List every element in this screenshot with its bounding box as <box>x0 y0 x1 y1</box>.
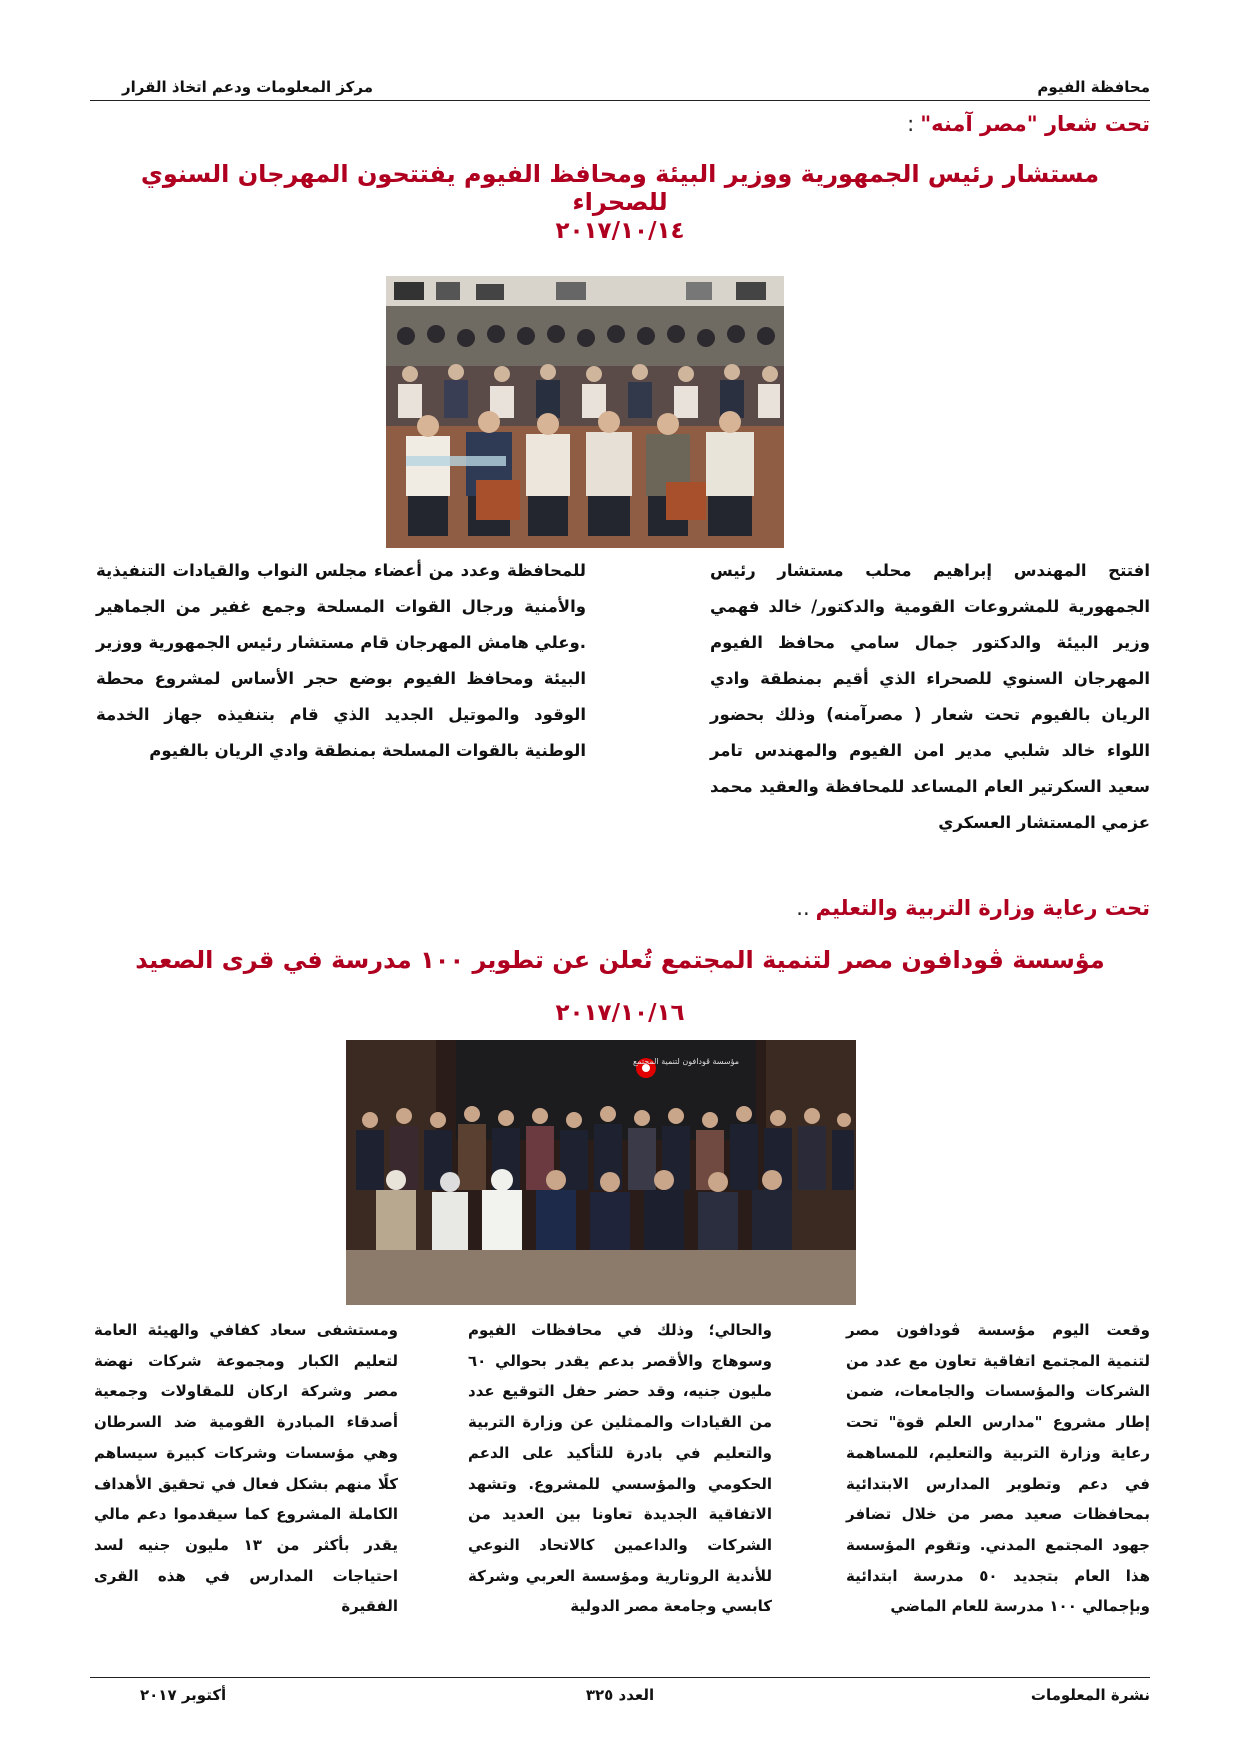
footer-publication: نشرة المعلومات <box>1030 1686 1150 1704</box>
article2-column-middle: والحالي؛ وذلك في محافظات الفيوم وسوهاج والأقصر بدعم يقدر بحوالي ٦٠ مليون جنيه، وقد حضر حفل التوقيع عدد من القيادات والممثلين عن وزارة التربية والتعليم في بادرة للتأكيد على الدعم الحكومي والمؤسسي للمشروع. وتشهد الاتفاقية الجديدة تعاونا بين العديد من الشركات والداعمين كالاتحاد النوعي للأندية الروتارية ومؤسسة العربي وشركة كابسي وجامعة مصر الدولية <box>468 1321 772 1616</box>
page-header <box>90 76 1150 101</box>
article2-column-left: ومستشفى سعاد كفافي والهيئة العامة لتعليم الكبار ومجموعة شركات نهضة مصر وشركة اركان للمقاولات وجمعية أصدقاء المبادرة القومية ضد السرطان وهي مؤسسات وشركات كبيرة سيساهم كلًا منهم بشكل فعال في تحقيق الأهداف الكاملة المشروع كما سيقدموا دعم مالي يقدر بأكثر من ١٣ مليون جنيه لسد احتياجات المدارس في هذه القرى الفقيرة <box>94 1321 398 1616</box>
article1-kicker-text: تحت شعار "مصر آمنه" <box>920 112 1150 136</box>
banner-text: مؤسسة ڤودافون لتنمية المجتمع <box>632 1057 740 1066</box>
header-center-name: مركز المعلومات ودعم اتخاذ القرار <box>122 78 374 96</box>
article1-date: ٢٠١٧/١٠/١٤ <box>555 218 685 244</box>
footer-date: أكتوبر ٢٠١٧ <box>140 1686 227 1704</box>
group-photo-illustration <box>346 1040 856 1305</box>
article1-column-left: للمحافظة وعدد من أعضاء مجلس النواب والقيادات التنفيذية والأمنية ورجال القوات المسلحة وجمع غفير من الجماهير .وعلي هامش المهرجان قام مستشار رئيس الجمهورية ووزير البيئة ومحافظ الفيوم بوضع حجر الأساس لمشروع محطة الوقود والموتيل الجديد الذي قام بتنفيذه جهاز الخدمة الوطنية بالقوات المسلحة بمنطقة وادي الريان بالفيوم <box>96 561 586 760</box>
header-governorate: محافظة الفيوم <box>1037 78 1150 96</box>
article2-kicker-suffix: .. <box>796 896 810 920</box>
article1-headline: مستشار رئيس الجمهورية ووزير البيئة ومحافظ الفيوم يفتتحون المهرجان السنوي للصحراء <box>140 160 1100 216</box>
article1-kicker <box>907 112 1150 136</box>
article2-date: ٢٠١٧/١٠/١٦ <box>555 1000 685 1026</box>
article1-kicker-suffix: : <box>907 112 915 136</box>
article2-headline: مؤسسة ڤودافون مصر لتنمية المجتمع تُعلن عن تطوير ١٠٠ مدرسة في قرى الصعيد <box>135 946 1105 974</box>
audience-photo-illustration <box>386 276 784 548</box>
article2-column-right: وقعت اليوم مؤسسة ڤودافون مصر لتنمية المجتمع اتفاقية تعاون مع عدد من الشركات والمؤسسات والجامعات، ضمن إطار مشروع "مدارس العلم قوة" تحت رعاية وزارة التربية والتعليم، للمساهمة في دعم وتطوير المدارس الابتدائية بمحافظات صعيد مصر من خلال تضافر جهود المجتمع المدني. وتقوم المؤسسة هذا العام بتجديد ٥٠ مدرسة ابتدائية وبإجمالي ١٠٠ مدرسة للعام الماضي <box>846 1321 1150 1616</box>
article2-kicker-text: تحت رعاية وزارة التربية والتعليم <box>815 896 1150 920</box>
footer-issue-number: العدد ٣٢٥ <box>585 1686 655 1704</box>
article2-kicker <box>796 896 1150 920</box>
article1-photo <box>386 276 784 548</box>
page-footer <box>90 1677 1150 1710</box>
article2-photo <box>346 1040 856 1305</box>
article1-column-right: افتتح المهندس إبراهيم محلب مستشار رئيس الجمهورية للمشروعات القومية والدكتور/ خالد فهمي وزير البيئة والدكتور جمال سامي محافظ الفيوم المهرجان السنوي للصحراء الذي أقيم بمنطقة وادي الريان بالفيوم تحت شعار ( مصرآمنه) وذلك بحضور اللواء خالد شلبي مدير امن الفيوم والمهندس تامر سعيد السكرتير العام المساعد للمحافظة والعقيد محمد عزمي المستشار العسكري <box>710 561 1150 832</box>
